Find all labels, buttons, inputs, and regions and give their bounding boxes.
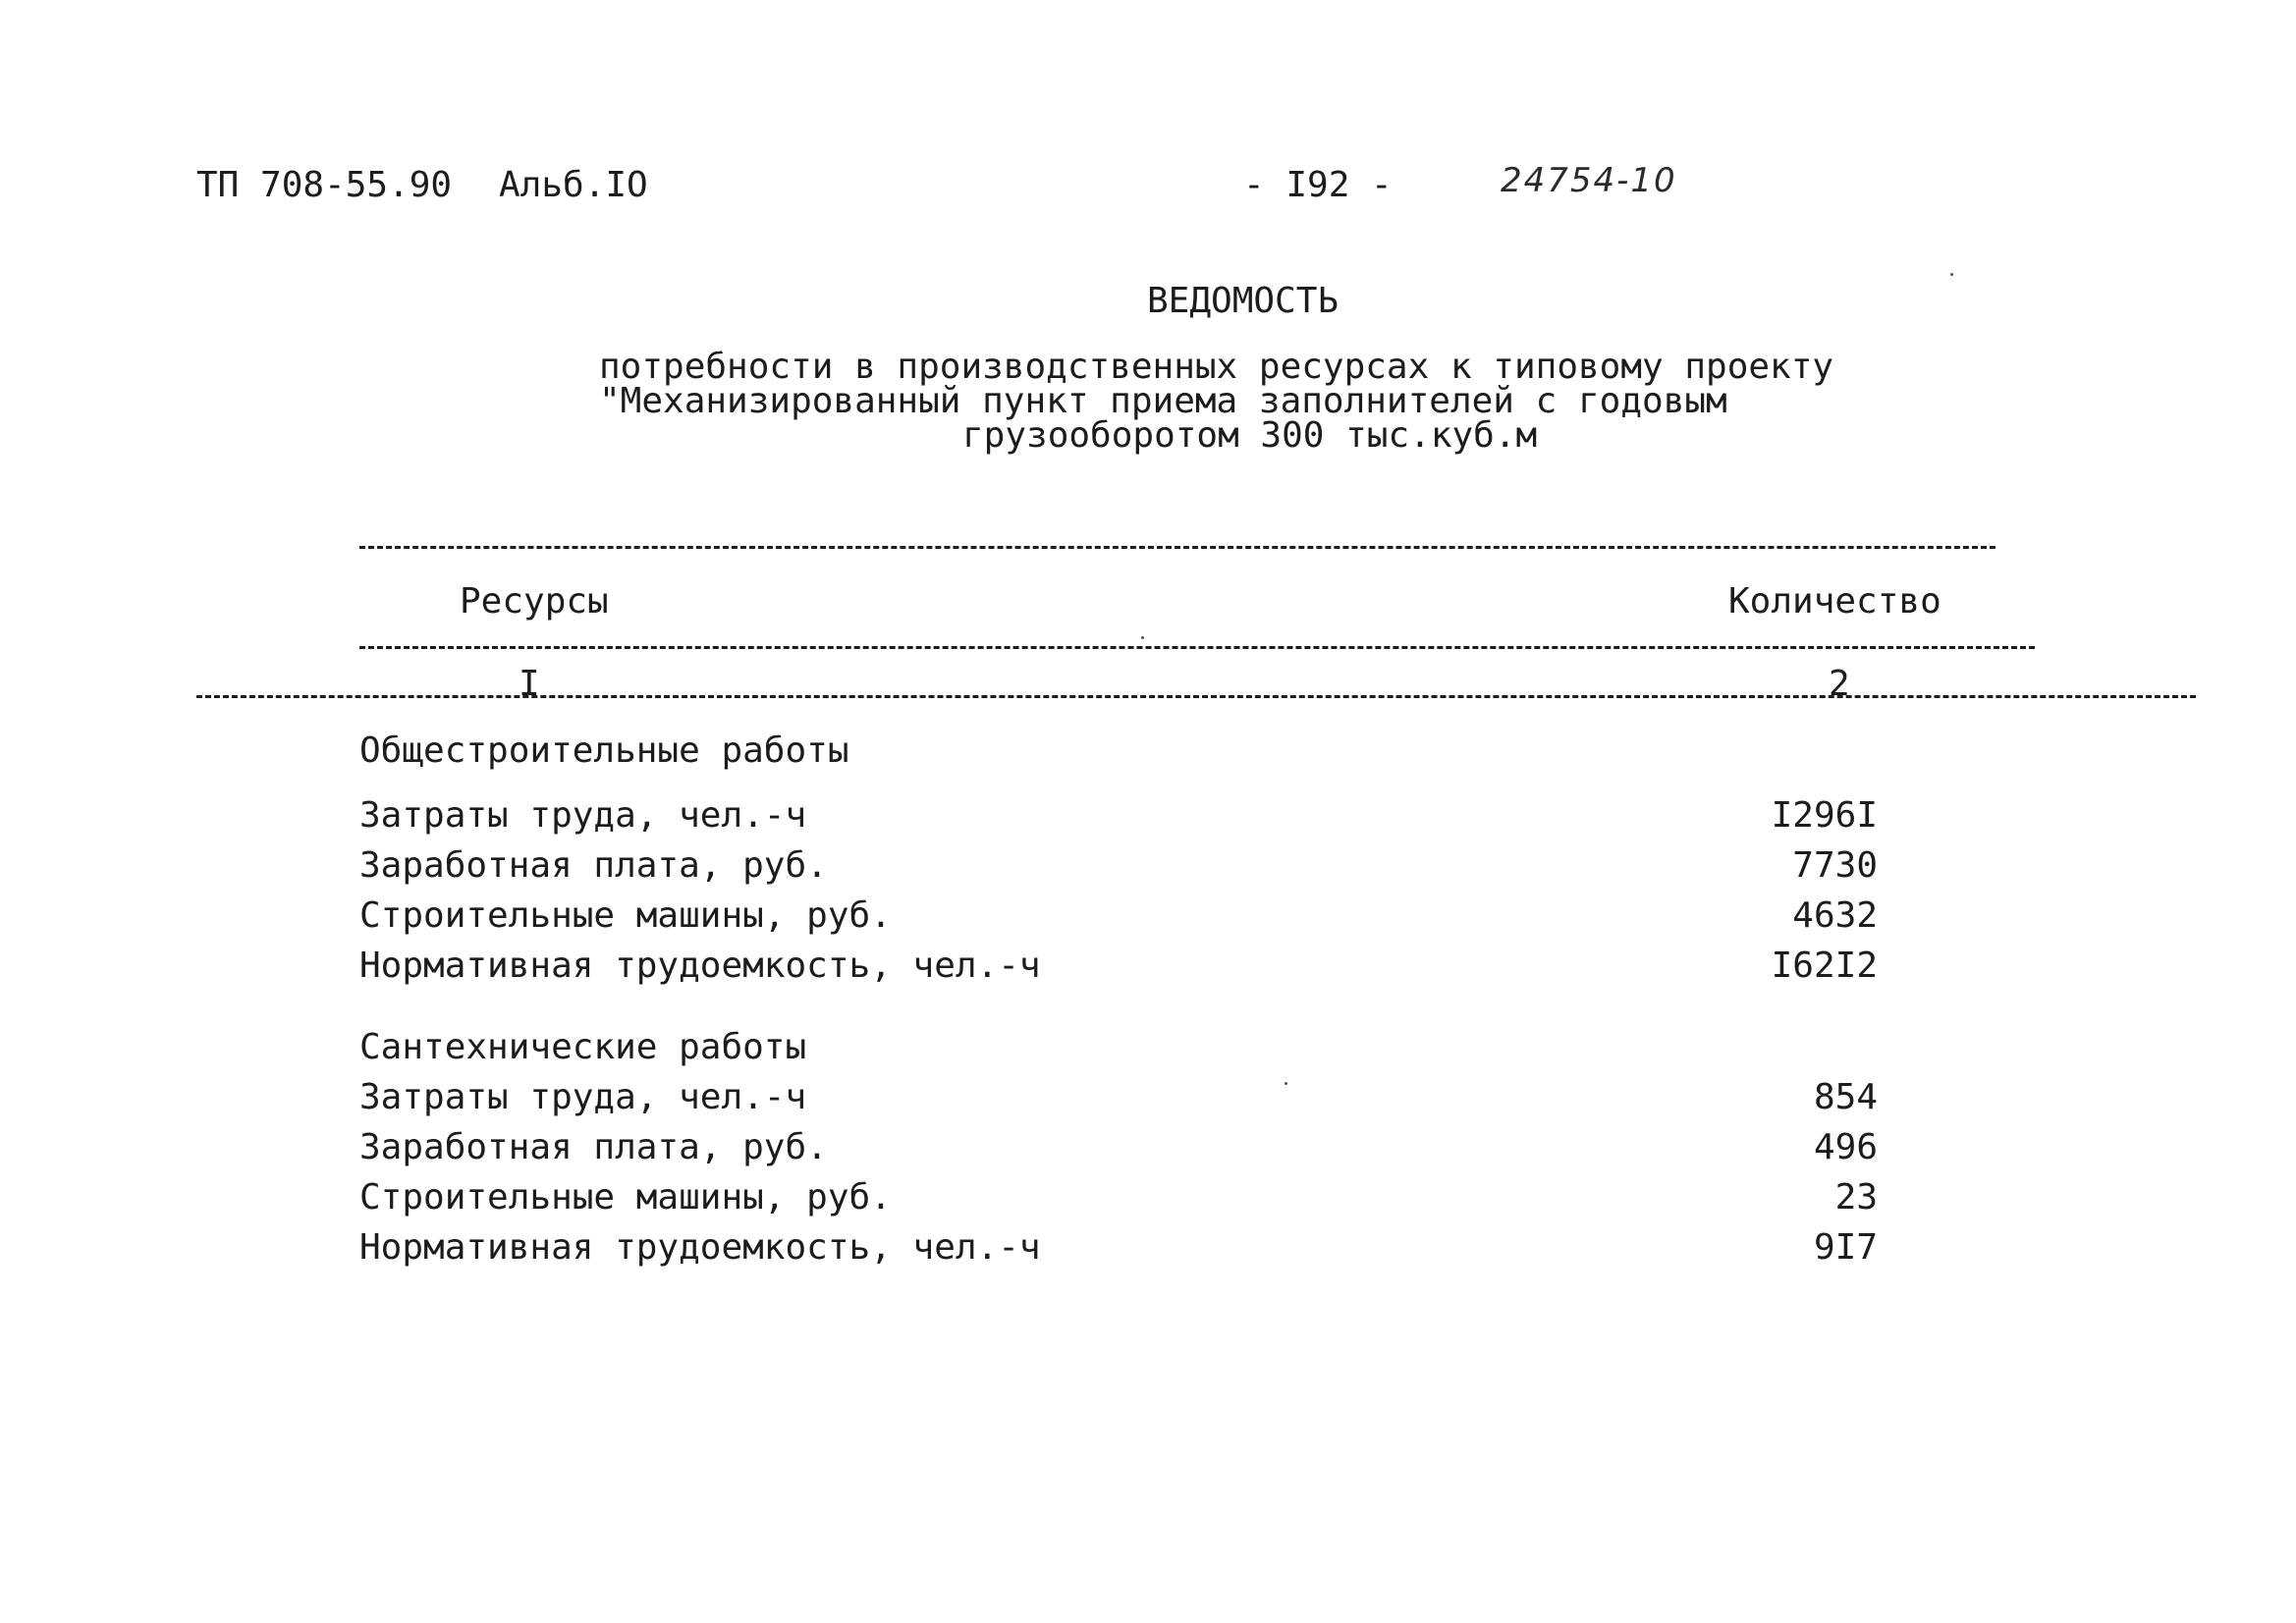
table-row-value: I296I bbox=[1771, 795, 1878, 836]
column-number-2: 2 bbox=[1829, 664, 1850, 704]
handwritten-inventory-number: 24754-10 bbox=[1501, 161, 1677, 200]
column-header-quantity: Количество bbox=[1728, 581, 1941, 622]
table-row-value: 4632 bbox=[1792, 895, 1878, 936]
scan-speck bbox=[1141, 636, 1144, 639]
document-title: ВЕДОМОСТЬ bbox=[1147, 281, 1339, 321]
section-title-general-construction: Общестроительные работы bbox=[359, 730, 849, 771]
table-row-value: 9I7 bbox=[1813, 1227, 1878, 1268]
subtitle-line-2: "Механизированный пункт приема заполнителей с годовым bbox=[599, 381, 1727, 421]
table-top-rule bbox=[359, 546, 1995, 549]
table-row-label: Заработная плата, руб. bbox=[359, 845, 828, 886]
subtitle-line-3: грузооборотом 300 тыс.куб.м bbox=[962, 415, 1538, 456]
table-header-rule bbox=[359, 646, 2035, 649]
table-row-value: I62I2 bbox=[1771, 946, 1878, 986]
subtitle-line-1: потребности в производственных ресурсах к типовому проекту bbox=[599, 347, 1834, 387]
table-row-label: Нормативная трудоемкость, чел.-ч bbox=[359, 946, 1041, 986]
table-row-label: Строительные машины, руб. bbox=[359, 1177, 892, 1217]
table-row-label: Нормативная трудоемкость, чел.-ч bbox=[359, 1227, 1041, 1268]
table-row-label: Затраты труда, чел.-ч bbox=[359, 795, 807, 836]
table-row-label: Затраты труда, чел.-ч bbox=[359, 1077, 807, 1117]
scan-speck bbox=[1285, 1082, 1287, 1085]
column-header-resources: Ресурсы bbox=[460, 581, 609, 622]
table-row-value: 854 bbox=[1813, 1077, 1878, 1117]
document-code: ТП 708-55.90 bbox=[196, 165, 453, 205]
table-row-value: 7730 bbox=[1792, 845, 1878, 886]
table-numbers-rule bbox=[196, 695, 2196, 698]
scan-speck bbox=[1950, 273, 1953, 276]
table-row-value: 23 bbox=[1834, 1177, 1878, 1217]
album-number: Альб.IO bbox=[499, 165, 648, 205]
section-title-plumbing: Сантехнические работы bbox=[359, 1027, 807, 1067]
column-number-1: I bbox=[519, 664, 540, 704]
table-row-label: Строительные машины, руб. bbox=[359, 895, 892, 936]
table-row-value: 496 bbox=[1813, 1127, 1878, 1167]
page-number: - I92 - bbox=[1243, 165, 1393, 205]
table-row-label: Заработная плата, руб. bbox=[359, 1127, 828, 1167]
